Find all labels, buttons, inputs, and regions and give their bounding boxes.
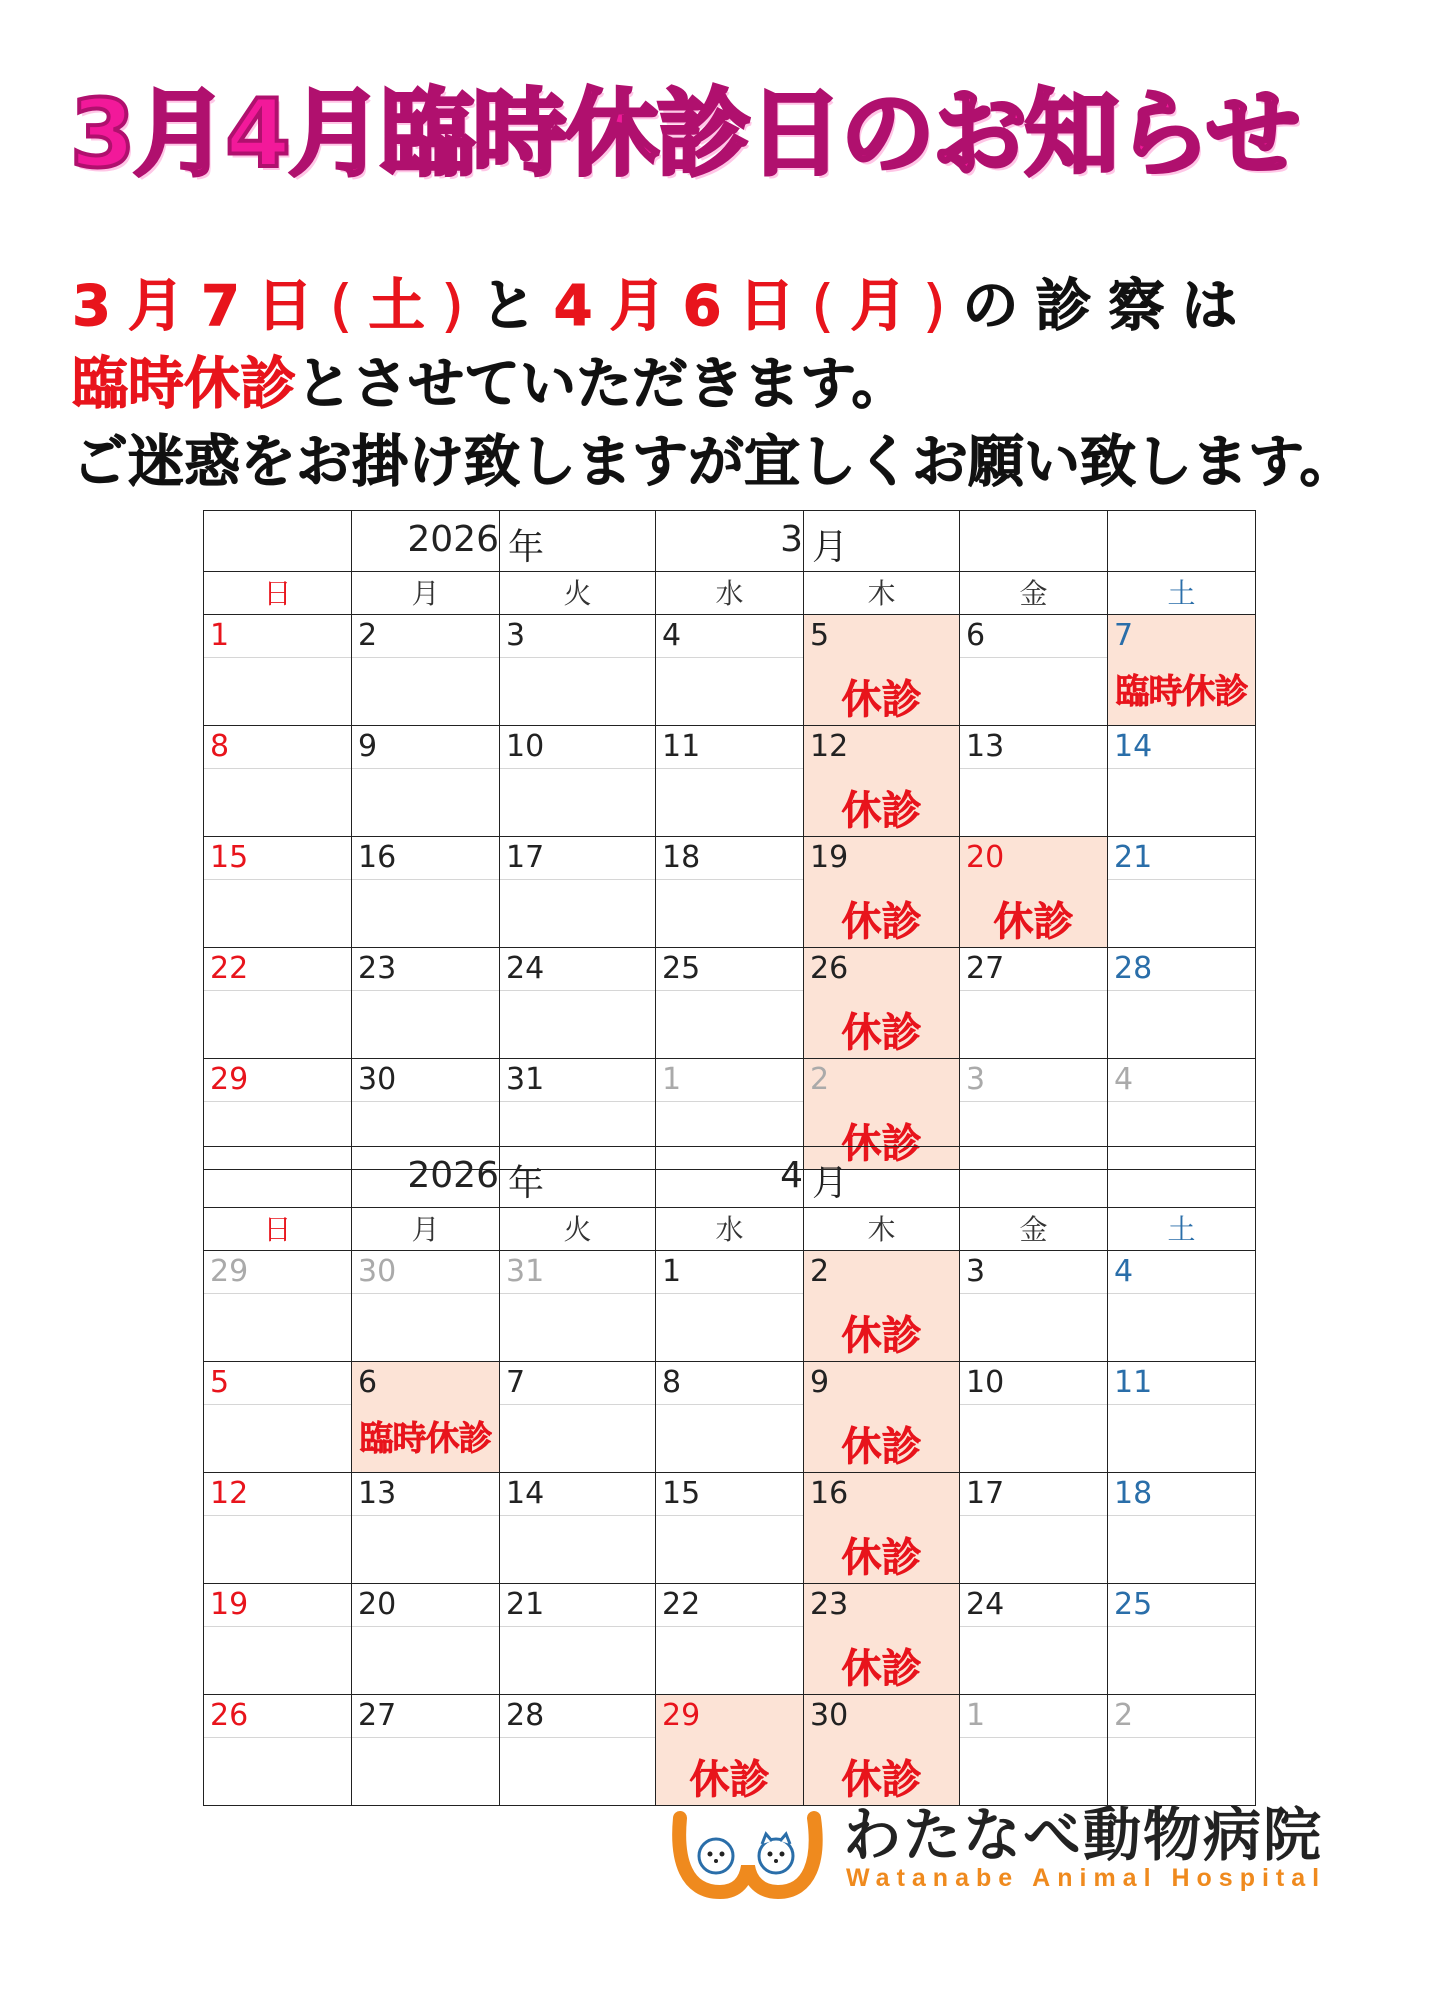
- calendar-day-cell: [204, 1362, 352, 1473]
- day-number: 6: [352, 1362, 499, 1405]
- day-number: 13: [352, 1473, 499, 1516]
- calendar-header-cell: [1108, 1147, 1256, 1208]
- calendar-day-cell: [352, 837, 500, 948]
- day-number: 3: [500, 615, 655, 658]
- notice-line-1-segment: (: [329, 274, 369, 339]
- calendar-day-cell: [656, 1362, 804, 1473]
- calendar-day-cell: [500, 948, 656, 1059]
- day-number: 1: [960, 1695, 1107, 1738]
- closed-day-label: 休診: [841, 1121, 922, 1167]
- calendar-day-cell: [204, 837, 352, 948]
- calendar-day-cell: [500, 1695, 656, 1806]
- calendar-day-cell: [1108, 1362, 1256, 1473]
- day-number: 2: [1108, 1695, 1255, 1738]
- calendar-day-cell: [804, 948, 960, 1059]
- day-number: 14: [500, 1473, 655, 1516]
- day-number: 7: [500, 1362, 655, 1405]
- day-number: 17: [500, 837, 655, 880]
- day-number: 29: [204, 1251, 351, 1294]
- calendar-day-cell: [500, 726, 656, 837]
- calendar-month: 4: [780, 1155, 803, 1196]
- calendar-day-cell: [804, 1362, 960, 1473]
- day-number: 3: [960, 1251, 1107, 1294]
- closed-day-label: 休診: [841, 1424, 922, 1470]
- calendar-header-cell: [960, 1147, 1108, 1208]
- calendar-day-cell: [656, 837, 804, 948]
- day-number: 13: [960, 726, 1107, 769]
- calendar-week: [204, 1251, 1256, 1362]
- calendar-day-cell: [1108, 1251, 1256, 1362]
- notice-line-1-segment: (: [811, 274, 851, 339]
- weekday-header: 水: [656, 572, 804, 615]
- calendar-header-cell: [204, 1147, 352, 1208]
- day-number: 30: [352, 1059, 499, 1102]
- clinic-name-english: Watanabe Animal Hospital: [846, 1864, 1327, 1892]
- calendar-day-cell: [656, 615, 804, 726]
- weekday-header: 土: [1108, 572, 1256, 615]
- notice-line-1-segment: 3月7日: [72, 274, 330, 339]
- calendar-week: [204, 837, 1256, 948]
- day-number: 28: [1108, 948, 1255, 991]
- closed-day-label: 休診: [841, 1535, 922, 1581]
- calendar-header-cell: [1108, 511, 1256, 572]
- day-number: 19: [204, 1584, 351, 1627]
- calendar-week: [204, 1584, 1256, 1695]
- day-number: 30: [804, 1695, 959, 1738]
- calendar-day-cell: [1108, 615, 1256, 726]
- day-number: 18: [656, 837, 803, 880]
- notice-closed-label: 臨時休診: [72, 352, 296, 417]
- notice-line-1-segment: 月: [850, 274, 924, 339]
- notice-closed-suffix: とさせていただきます。: [296, 352, 908, 417]
- calendar-day-cell: [352, 1473, 500, 1584]
- calendar-day-cell: [804, 1473, 960, 1584]
- calendar-day-cell: [500, 1473, 656, 1584]
- day-number: 25: [1108, 1584, 1255, 1627]
- calendar-day-cell: [656, 1584, 804, 1695]
- calendar-week: [204, 1362, 1256, 1473]
- calendar-day-cell: [656, 1695, 804, 1806]
- day-number: 10: [500, 726, 655, 769]
- closed-day-label: 休診: [841, 788, 922, 834]
- calendar-day-cell: [352, 1362, 500, 1473]
- calendar-day-cell: [1108, 837, 1256, 948]
- calendar-week: [204, 948, 1256, 1059]
- day-number: 29: [656, 1695, 803, 1738]
- calendar-day-cell: [204, 615, 352, 726]
- notice-line-1: [72, 268, 1372, 346]
- calendar-year-label-cell: [500, 1147, 656, 1208]
- calendar-day-cell: [500, 1362, 656, 1473]
- calendar-day-cell: [500, 1251, 656, 1362]
- clinic-name: わたなべ動物病院: [843, 1801, 1324, 1869]
- notice-line-2: [72, 346, 1372, 424]
- calendar-month-label-cell: [804, 511, 960, 572]
- calendar-day-cell: [1108, 1473, 1256, 1584]
- day-number: 31: [500, 1059, 655, 1102]
- weekday-header: 木: [804, 1208, 960, 1251]
- day-number: 27: [352, 1695, 499, 1738]
- notice: [72, 268, 1372, 502]
- calendar-day-cell: [804, 1251, 960, 1362]
- calendar-day-cell: [500, 1584, 656, 1695]
- day-number: 30: [352, 1251, 499, 1294]
- calendar-header-cell: [204, 511, 352, 572]
- day-number: 1: [656, 1059, 803, 1102]
- closed-day-label: 臨時休診: [1115, 672, 1248, 712]
- day-number: 2: [804, 1059, 959, 1102]
- calendar-day-cell: [500, 615, 656, 726]
- day-number: 24: [500, 948, 655, 991]
- day-number: 1: [204, 615, 351, 658]
- calendar-year-label: 年: [508, 1163, 545, 1204]
- day-number: 31: [500, 1251, 655, 1294]
- calendar-day-cell: [656, 1251, 804, 1362]
- day-number: 16: [804, 1473, 959, 1516]
- notice-line-3: ご迷惑をお掛け致しますが宜しくお願い致します。: [72, 430, 1356, 495]
- weekday-header: 土: [1108, 1208, 1256, 1251]
- weekday-header: 火: [500, 1208, 656, 1251]
- day-number: 11: [1108, 1362, 1255, 1405]
- calendar-day-cell: [204, 948, 352, 1059]
- day-number: 6: [960, 615, 1107, 658]
- day-number: 4: [656, 615, 803, 658]
- day-number: 20: [960, 837, 1107, 880]
- calendar-day-cell: [204, 1584, 352, 1695]
- notice-line-1-segment: 土: [368, 274, 442, 339]
- calendar-day-cell: [204, 1251, 352, 1362]
- day-number: 11: [656, 726, 803, 769]
- calendar-april: [203, 1146, 1256, 1806]
- closed-day-label: 休診: [841, 1313, 922, 1359]
- calendar-day-cell: [656, 726, 804, 837]
- day-number: 27: [960, 948, 1107, 991]
- calendar-day-cell: [352, 1251, 500, 1362]
- closed-day-label: 休診: [841, 1757, 922, 1803]
- notice-line-1-segment: ): [441, 274, 481, 339]
- day-number: 22: [656, 1584, 803, 1627]
- calendar-day-cell: [960, 1473, 1108, 1584]
- weekday-header: 日: [204, 1208, 352, 1251]
- calendar-day-cell: [352, 726, 500, 837]
- calendar-day-cell: [1108, 726, 1256, 837]
- calendar-day-cell: [804, 726, 960, 837]
- calendar-week: [204, 615, 1256, 726]
- day-number: 22: [204, 948, 351, 991]
- notice-line-1-segment: 4月6日: [553, 274, 812, 339]
- calendar-day-cell: [352, 1695, 500, 1806]
- closed-day-label: 休診: [841, 677, 922, 723]
- calendar-day-cell: [804, 1584, 960, 1695]
- notice-line-1-segment: と: [480, 274, 554, 339]
- calendar-year: 2026: [407, 519, 499, 560]
- calendar-month-label-cell: [804, 1147, 960, 1208]
- calendar-day-cell: [656, 1473, 804, 1584]
- calendar-march: [203, 510, 1256, 1170]
- calendar-month-cell: [656, 1147, 804, 1208]
- calendar-year: 2026: [407, 1155, 499, 1196]
- calendar-week: [204, 1473, 1256, 1584]
- calendar-day-cell: [1108, 1584, 1256, 1695]
- day-number: 8: [204, 726, 351, 769]
- day-number: 18: [1108, 1473, 1255, 1516]
- weekday-header: 水: [656, 1208, 804, 1251]
- day-number: 29: [204, 1059, 351, 1102]
- calendar-week: [204, 726, 1256, 837]
- day-number: 21: [1108, 837, 1255, 880]
- calendar-day-cell: [960, 1584, 1108, 1695]
- calendar-month-label: 月: [812, 527, 849, 568]
- closed-day-label: 休診: [993, 899, 1074, 945]
- calendar-month: 3: [780, 519, 803, 560]
- day-number: 17: [960, 1473, 1107, 1516]
- day-number: 8: [656, 1362, 803, 1405]
- day-number: 10: [960, 1362, 1107, 1405]
- day-number: 15: [656, 1473, 803, 1516]
- day-number: 26: [204, 1695, 351, 1738]
- clinic-logo-mark-icon: [668, 1800, 828, 1910]
- day-number: 15: [204, 837, 351, 880]
- day-number: 26: [804, 948, 959, 991]
- closed-day-label: 休診: [841, 1646, 922, 1692]
- day-number: 21: [500, 1584, 655, 1627]
- notice-line-1-segment: ): [923, 274, 963, 339]
- day-number: 12: [204, 1473, 351, 1516]
- day-number: 28: [500, 1695, 655, 1738]
- calendar-day-cell: [352, 615, 500, 726]
- calendar-day-cell: [352, 948, 500, 1059]
- day-number: 3: [960, 1059, 1107, 1102]
- day-number: 9: [352, 726, 499, 769]
- day-number: 23: [352, 948, 499, 991]
- calendar-year-cell: [352, 511, 500, 572]
- calendar-month-label: 月: [812, 1163, 849, 1204]
- day-number: 7: [1108, 615, 1255, 658]
- weekday-header: 木: [804, 572, 960, 615]
- calendar-day-cell: [960, 1251, 1108, 1362]
- calendar-day-cell: [500, 837, 656, 948]
- weekday-header: 月: [352, 1208, 500, 1251]
- calendar-day-cell: [960, 615, 1108, 726]
- weekday-header: 金: [960, 1208, 1108, 1251]
- calendar-year-label: 年: [508, 527, 545, 568]
- closed-day-label: 臨時休診: [359, 1419, 492, 1459]
- day-number: 2: [804, 1251, 959, 1294]
- calendar-month-cell: [656, 511, 804, 572]
- closed-day-label: 休診: [689, 1757, 770, 1803]
- calendar-day-cell: [960, 726, 1108, 837]
- closed-day-label: 休診: [841, 899, 922, 945]
- page-title: 3月4月臨時休診日のお知らせ: [70, 80, 1298, 189]
- weekday-header: 金: [960, 572, 1108, 615]
- day-number: 1: [656, 1251, 803, 1294]
- calendar-day-cell: [804, 615, 960, 726]
- day-number: 20: [352, 1584, 499, 1627]
- notice-line-1-segment: の診察は: [962, 274, 1255, 339]
- calendar-header-cell: [960, 511, 1108, 572]
- day-number: 2: [352, 615, 499, 658]
- day-number: 24: [960, 1584, 1107, 1627]
- clinic-logo: [668, 1800, 1348, 1900]
- weekday-header: 火: [500, 572, 656, 615]
- calendar-day-cell: [656, 948, 804, 1059]
- calendar-day-cell: [1108, 948, 1256, 1059]
- day-number: 16: [352, 837, 499, 880]
- day-number: 4: [1108, 1059, 1255, 1102]
- day-number: 5: [204, 1362, 351, 1405]
- day-number: 23: [804, 1584, 959, 1627]
- day-number: 4: [1108, 1251, 1255, 1294]
- calendar-day-cell: [960, 1362, 1108, 1473]
- calendar-year-label-cell: [500, 511, 656, 572]
- calendar-day-cell: [352, 1584, 500, 1695]
- day-number: 14: [1108, 726, 1255, 769]
- day-number: 12: [804, 726, 959, 769]
- day-number: 25: [656, 948, 803, 991]
- calendar-day-cell: [960, 948, 1108, 1059]
- calendar-day-cell: [204, 1695, 352, 1806]
- weekday-header: 月: [352, 572, 500, 615]
- calendar-day-cell: [804, 837, 960, 948]
- calendar-day-cell: [960, 837, 1108, 948]
- day-number: 5: [804, 615, 959, 658]
- closed-day-label: 休診: [841, 1010, 922, 1056]
- calendar-day-cell: [204, 1473, 352, 1584]
- day-number: 19: [804, 837, 959, 880]
- calendar-day-cell: [204, 726, 352, 837]
- calendar-year-cell: [352, 1147, 500, 1208]
- weekday-header: 日: [204, 572, 352, 615]
- day-number: 9: [804, 1362, 959, 1405]
